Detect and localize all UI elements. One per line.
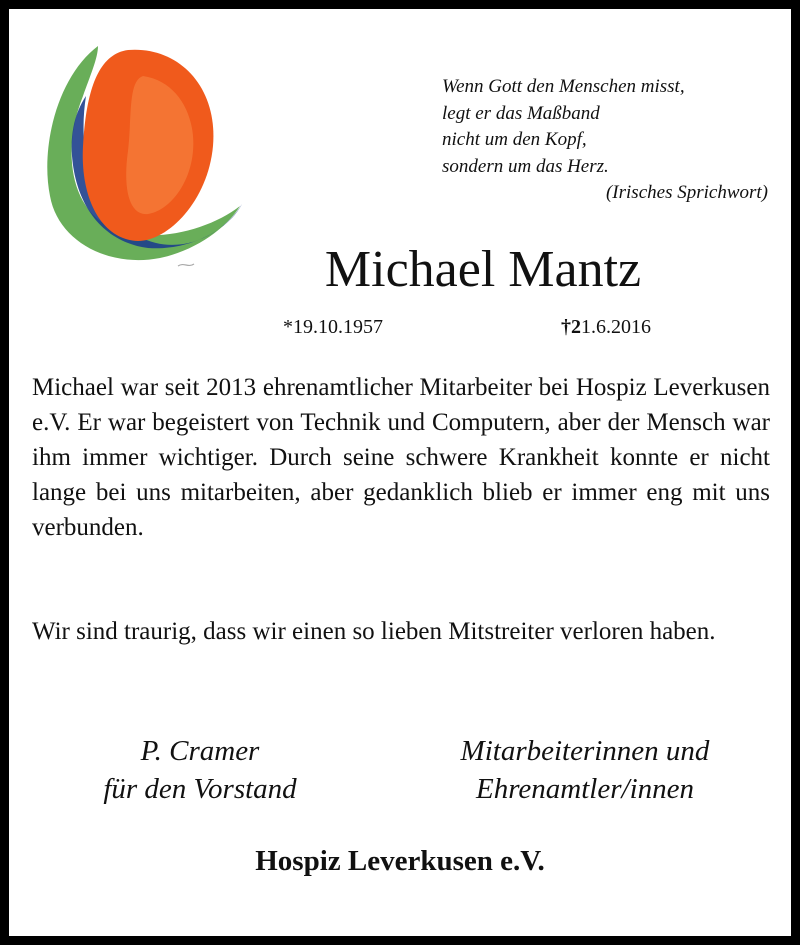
signature-line: Mitarbeiterinnen und (460, 735, 710, 767)
birth-date: *19.10.1957 (283, 316, 383, 338)
death-cross-symbol: †2 (561, 316, 581, 338)
deceased-name: Michael Mantz (324, 241, 642, 298)
quote-line: sondern um das Herz. (442, 155, 609, 177)
organization-name: Hospiz Leverkusen e.V. (255, 845, 545, 877)
signature-board (60, 732, 340, 808)
quote-source: (Irisches Sprichwort) (605, 182, 768, 203)
quote-block (442, 74, 768, 207)
signature-line: für den Vorstand (103, 773, 297, 805)
tribute-paragraph: Michael war seit 2013 ehrenamtlicher Mitarbeiter bei Hospiz Leverkusen e.V. Er war begeistert von Technik und Computern, aber der Mensch war ihm immer wichtiger. Durch seine schwere Krankheit konnte er nicht lange bei uns mitarbeiten, aber gedanklich blieb er immer eng mit uns verbunden. (32, 374, 770, 541)
quote-line: nicht um den Kopf, (442, 129, 587, 150)
quote-line: legt er das Maßband (442, 102, 600, 124)
death-date-value: 1.6.2016 (581, 316, 651, 338)
signature-line: P. Cramer (140, 735, 260, 767)
signature-line: Ehrenamtler/innen (476, 773, 694, 805)
signature-staff (425, 732, 745, 808)
quote-line: Wenn Gott den Menschen misst, (442, 76, 685, 97)
condolence-paragraph: Wir sind traurig, dass wir einen so lieben Mitstreiter verloren haben. (32, 618, 716, 645)
death-date (561, 316, 651, 339)
